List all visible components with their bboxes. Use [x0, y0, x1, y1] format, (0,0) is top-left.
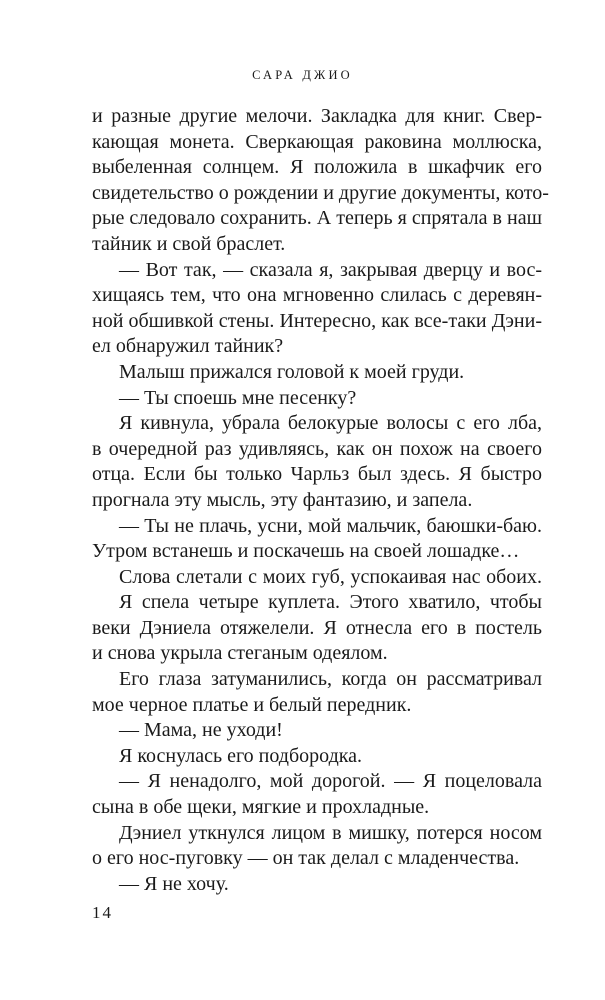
- text-line: Я коснулась его подбородка.: [119, 744, 363, 767]
- text-line: — Ты споешь мне песенку?: [119, 386, 357, 409]
- text-line: — Вот так, — сказала я, закрывая дверцу и вос-: [119, 258, 542, 281]
- text-line: — Мама, не уходи!: [119, 719, 283, 742]
- text-line: сына в обе щеки, мягкие и прохладные.: [92, 796, 430, 819]
- text-line: Утром встанешь и поскачешь на своей лошадке…: [92, 540, 520, 563]
- text-line: свидетельство о рождении и другие документы, кото-: [92, 181, 549, 204]
- text-line: ной обшивкой стены. Интересно, как все-таки Дэни-: [92, 309, 542, 332]
- text-line: отца. Если бы только Чарльз был здесь. Я быстро: [92, 463, 542, 486]
- text-line: — Я не хочу.: [119, 872, 229, 895]
- page-number: 14: [92, 903, 113, 922]
- text-line: веки Дэниела отяжелели. Я отнесла его в постель: [92, 616, 542, 639]
- body-text: [92, 104, 549, 897]
- text-line: Слова слетали с моих губ, успокаивая нас обоих.: [119, 565, 542, 588]
- text-line: в очередной раз удивляясь, как он похож на своего: [92, 437, 542, 460]
- text-line: Я кивнула, убрала белокурые волосы с его лба,: [119, 412, 542, 435]
- text-line: кающая монета. Сверкающая раковина моллюска,: [92, 130, 542, 153]
- text-line: и разные другие мелочи. Закладка для книг. Свер-: [92, 105, 542, 127]
- text-line: и снова укрыла стеганым одеялом.: [92, 642, 388, 665]
- text-line: Я спела четыре куплета. Этого хватило, чтобы: [119, 591, 542, 614]
- running-head: САРА ДЖИО: [252, 68, 353, 82]
- text-line: мое черное платье и белый передник.: [92, 693, 412, 716]
- text-line: тайник и свой браслет.: [92, 232, 286, 255]
- text-line: Его глаза затуманились, когда он рассматривал: [119, 668, 542, 691]
- text-line: Дэниел уткнулся лицом в мишку, потерся носом: [119, 821, 542, 844]
- text-line: о его нос-пуговку — он так делал с младенчества.: [92, 847, 520, 870]
- text-line: — Ты не плачь, усни, мой мальчик, баюшки-баю.: [119, 514, 542, 537]
- text-line: хищаясь тем, что она мгновенно слилась с деревян-: [92, 284, 542, 307]
- text-line: рые следовало сохранить. А теперь я спрятала в наш: [92, 207, 542, 230]
- text-line: — Я ненадолго, мой дорогой. — Я поцеловала: [119, 770, 542, 793]
- text-line: выбеленная солнцем. Я положила в шкафчик его: [92, 156, 542, 179]
- text-line: прогнала эту мысль, эту фантазию, и запела.: [92, 488, 473, 511]
- text-line: ел обнаружил тайник?: [92, 335, 284, 358]
- text-line: Малыш прижался головой к моей груди.: [119, 360, 465, 383]
